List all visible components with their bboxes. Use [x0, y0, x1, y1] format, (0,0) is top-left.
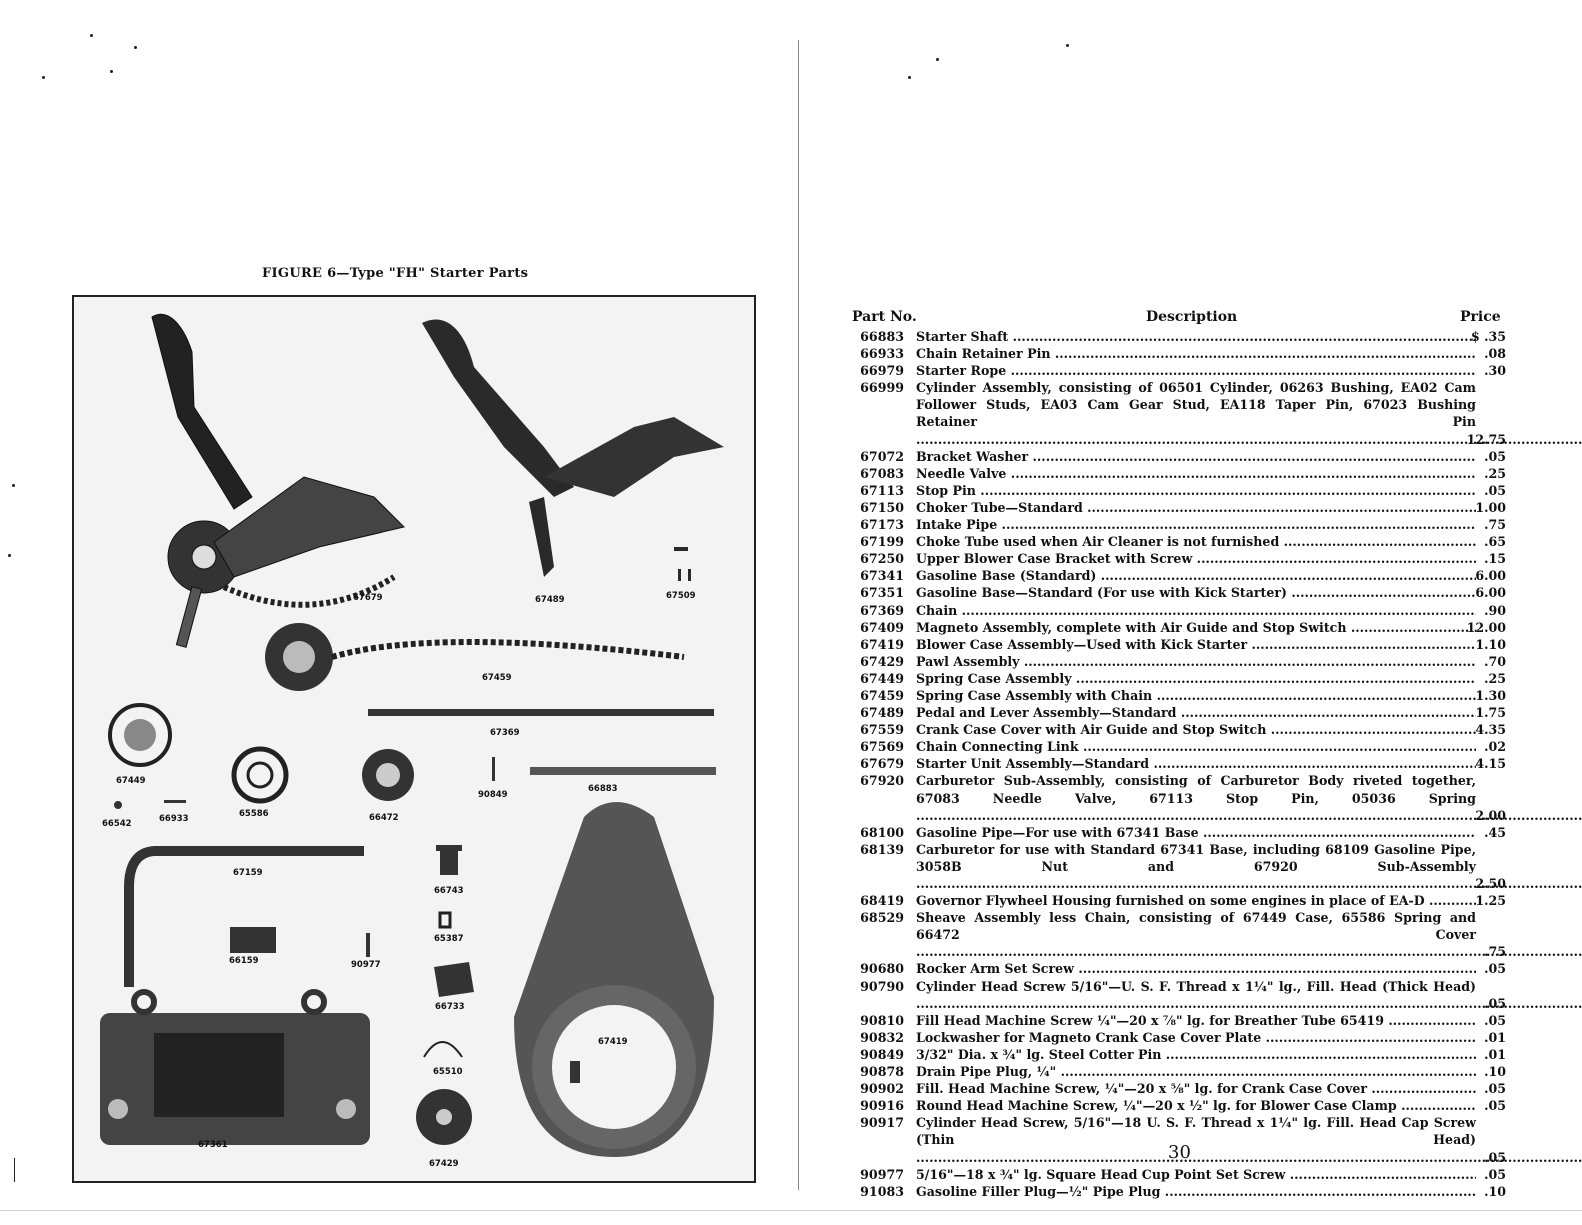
part-number: 67489 — [860, 705, 904, 721]
part-description — [916, 345, 1476, 362]
pedal-lever-drawing — [422, 320, 724, 581]
description-text: Chain ..... — [916, 602, 1476, 619]
part-price: .30 — [1484, 363, 1506, 379]
page-number: 30 — [1168, 1142, 1191, 1163]
table-row — [852, 738, 1512, 755]
table-row — [852, 345, 1512, 362]
part-label: 66733 — [435, 1002, 465, 1012]
table-row — [852, 379, 1512, 447]
description-text: Blower Case Assembly—Used with Kick Starter ..... — [916, 636, 1476, 653]
description-text: Sheave Assembly less Chain, consisting of 67449 Case, 65586 Spring and 66472 Cover ..... — [916, 909, 1476, 960]
description-text: Gasoline Pipe—For use with 67341 Base ..... — [916, 824, 1476, 841]
table-row — [852, 1046, 1512, 1063]
table-row — [852, 670, 1512, 687]
part-number: 67351 — [860, 585, 904, 601]
part-number: 90916 — [860, 1098, 904, 1114]
part-description — [916, 1012, 1476, 1029]
description-text: Carburetor Sub-Assembly, consisting of Carburetor Body riveted together, 67083 Needle Valve, 67113 Stop Pin, 05036 Spring ..... — [916, 772, 1476, 823]
part-number: 90878 — [860, 1064, 904, 1080]
part-price: 1.25 — [1475, 893, 1506, 909]
table-row — [852, 1063, 1512, 1080]
part-price: 1.00 — [1475, 499, 1506, 515]
part-label: 67449 — [116, 776, 146, 786]
description-text: Cylinder Head Screw, 5/16"—18 U. S. F. Thread x 1¼" lg. Fill. Head Cap Screw (Thin Head) ..... — [916, 1114, 1476, 1165]
part-price: .05 — [1484, 1081, 1506, 1097]
part-number: 67341 — [860, 568, 904, 584]
part-price: .05 — [1484, 1098, 1506, 1114]
table-row — [852, 824, 1512, 841]
scan-speck — [90, 34, 93, 37]
part-price: 6.00 — [1475, 568, 1506, 584]
table-row — [852, 499, 1512, 516]
part-number: 68100 — [860, 824, 904, 840]
part-price: .05 — [1484, 1149, 1506, 1165]
part-label: 90849 — [478, 790, 508, 800]
scan-edge — [0, 1210, 1582, 1211]
scan-speck — [8, 554, 11, 557]
part-number: 90680 — [860, 961, 904, 977]
part-description — [916, 516, 1476, 533]
part-description — [916, 704, 1476, 721]
table-row — [852, 1012, 1512, 1029]
part-number: 67072 — [860, 448, 904, 464]
part-price: .08 — [1484, 346, 1506, 362]
part-description — [916, 584, 1476, 601]
part-number: 67199 — [860, 534, 904, 550]
part-number: 68529 — [860, 910, 904, 926]
description-text: Starter Shaft ..... — [916, 328, 1476, 345]
part-description — [916, 738, 1476, 755]
table-row — [852, 619, 1512, 636]
part-price: 12.75 — [1466, 431, 1506, 447]
description-text: Pawl Assembly ..... — [916, 653, 1476, 670]
part-label: 66933 — [159, 814, 189, 824]
description-text: Needle Valve ..... — [916, 465, 1476, 482]
table-row — [852, 653, 1512, 670]
description-text: Starter Unit Assembly—Standard ..... — [916, 755, 1476, 772]
part-price: .10 — [1484, 1183, 1506, 1199]
part-price: 1.30 — [1475, 687, 1506, 703]
part-number: 90977 — [860, 1166, 904, 1182]
table-row — [852, 772, 1512, 823]
part-number: 90810 — [860, 1012, 904, 1028]
part-description — [916, 1114, 1476, 1165]
part-description — [916, 653, 1476, 670]
spring-case-chain-drawing — [265, 623, 714, 716]
table-row — [852, 1080, 1512, 1097]
part-price: .75 — [1484, 944, 1506, 960]
part-number: 67173 — [860, 517, 904, 533]
part-description — [916, 755, 1476, 772]
part-description — [916, 687, 1476, 704]
table-row — [852, 482, 1512, 499]
part-number: 90849 — [860, 1046, 904, 1062]
scan-speck — [12, 484, 15, 487]
crank-case-cover-drawing — [100, 992, 370, 1145]
part-description — [916, 533, 1476, 550]
part-number: 90917 — [860, 1115, 904, 1131]
part-description — [916, 465, 1476, 482]
part-number: 66933 — [860, 346, 904, 362]
description-text: Gasoline Base (Standard) ..... — [916, 567, 1476, 584]
part-number: 67250 — [860, 551, 904, 567]
description-text: Stop Pin ..... — [916, 482, 1476, 499]
part-label: 67429 — [429, 1159, 459, 1169]
table-row — [852, 909, 1512, 960]
part-label: 66472 — [369, 813, 399, 823]
table-row — [852, 465, 1512, 482]
part-price: .01 — [1484, 1029, 1506, 1045]
table-row — [852, 704, 1512, 721]
part-number: 67679 — [860, 756, 904, 772]
part-price: 2.00 — [1475, 807, 1506, 823]
part-description — [916, 328, 1476, 345]
part-price: .05 — [1484, 961, 1506, 977]
part-label: 67419 — [598, 1037, 628, 1047]
part-price: 4.15 — [1475, 756, 1506, 772]
part-number: 67150 — [860, 499, 904, 515]
part-price: .01 — [1484, 1046, 1506, 1062]
description-text: Carburetor for use with Standard 67341 Base, including 68109 Gasoline Pipe, 3058B Nut and 67920 Sub-Assembly ..... — [916, 841, 1476, 892]
part-price: $ .35 — [1470, 329, 1506, 344]
scan-speck — [134, 46, 137, 49]
part-number: 67419 — [860, 636, 904, 652]
table-row — [852, 721, 1512, 738]
part-description — [916, 550, 1476, 567]
table-row — [852, 1097, 1512, 1114]
table-row — [852, 687, 1512, 704]
part-price: .10 — [1484, 1064, 1506, 1080]
table-row — [852, 516, 1512, 533]
part-description — [916, 482, 1476, 499]
description-text: Chain Retainer Pin ..... — [916, 345, 1476, 362]
part-number: 68419 — [860, 893, 904, 909]
description-text: Upper Blower Case Bracket with Screw ..... — [916, 550, 1476, 567]
description-text: Gasoline Filler Plug—½" Pipe Plug ..... — [916, 1183, 1476, 1200]
part-number: 66883 — [860, 329, 904, 344]
parts-photo — [72, 295, 756, 1183]
part-description — [916, 499, 1476, 516]
table-row — [852, 960, 1512, 977]
description-text: Crank Case Cover with Air Guide and Stop Switch ..... — [916, 721, 1476, 738]
part-description — [916, 1029, 1476, 1046]
part-number: 90902 — [860, 1081, 904, 1097]
description-text: 3/32" Dia. x ¾" lg. Steel Cotter Pin ..... — [916, 1046, 1476, 1063]
part-number: 90790 — [860, 978, 904, 994]
part-description — [916, 362, 1476, 379]
part-number: 67113 — [860, 482, 904, 498]
part-description — [916, 1166, 1476, 1183]
header-part-no: Part No. — [852, 309, 917, 325]
description-text: Choke Tube used when Air Cleaner is not furnished ..... — [916, 533, 1476, 550]
part-price: .90 — [1484, 602, 1506, 618]
part-label: 66159 — [229, 956, 259, 966]
parts-illustration — [74, 297, 758, 1185]
table-row — [852, 755, 1512, 772]
parts-price-table — [852, 309, 1512, 1200]
description-text: Pedal and Lever Assembly—Standard ..... — [916, 704, 1476, 721]
part-price: .05 — [1484, 482, 1506, 498]
description-text: Choker Tube—Standard ..... — [916, 499, 1476, 516]
scan-speck — [908, 76, 911, 79]
part-description — [916, 841, 1476, 892]
part-description — [916, 772, 1476, 823]
part-price: 4.35 — [1475, 722, 1506, 738]
table-body — [852, 328, 1512, 1200]
figure-title: FIGURE 6—Type "FH" Starter Parts — [262, 266, 529, 281]
part-description — [916, 670, 1476, 687]
table-row — [852, 448, 1512, 465]
table-row — [852, 1029, 1512, 1046]
description-text: Round Head Machine Screw, ¼"—20 x ½" lg. for Blower Case Clamp ..... — [916, 1097, 1476, 1114]
description-text: Fill Head Machine Screw ¼"—20 x ⅞" lg. for Breather Tube 65419 ..... — [916, 1012, 1476, 1029]
part-price: .70 — [1484, 653, 1506, 669]
table-row — [852, 362, 1512, 379]
table-row — [852, 550, 1512, 567]
part-description — [916, 602, 1476, 619]
header-description: Description — [1146, 309, 1238, 325]
scan-speck — [936, 58, 939, 61]
scan-speck — [110, 70, 113, 73]
part-description — [916, 909, 1476, 960]
description-text: Gasoline Base—Standard (For use with Kick Starter) ..... — [916, 584, 1476, 601]
part-price: 12.00 — [1466, 619, 1506, 635]
part-description — [916, 1183, 1476, 1200]
part-label: 65387 — [434, 934, 464, 944]
part-price: 1.10 — [1475, 636, 1506, 652]
table-row — [852, 567, 1512, 584]
table-row — [852, 841, 1512, 892]
part-price: .05 — [1484, 1166, 1506, 1182]
part-number: 90832 — [860, 1029, 904, 1045]
blower-case-drawing — [514, 802, 714, 1157]
table-row — [852, 978, 1512, 1012]
description-text: Bracket Washer ..... — [916, 448, 1476, 465]
scan-mark — [14, 1158, 15, 1182]
part-label: 65586 — [239, 809, 269, 819]
part-description — [916, 960, 1476, 977]
table-row — [852, 1166, 1512, 1183]
part-number: 67083 — [860, 465, 904, 481]
part-price: .25 — [1484, 670, 1506, 686]
part-number: 67369 — [860, 602, 904, 618]
part-price: .65 — [1484, 534, 1506, 550]
part-description — [916, 379, 1476, 447]
description-text: Cylinder Assembly, consisting of 06501 Cylinder, 06263 Bushing, EA02 Cam Follower Studs, EA03 Cam Gear Stud, EA118 Taper Pin, 67023 Bushing Retainer Pin ..... — [916, 379, 1476, 447]
part-number: 66999 — [860, 380, 904, 396]
part-number: 66979 — [860, 363, 904, 379]
part-price: .02 — [1484, 739, 1506, 755]
description-text: Starter Rope ..... — [916, 362, 1476, 379]
part-label: 67489 — [535, 595, 565, 605]
part-label: 67509 — [666, 591, 696, 601]
part-number: 67459 — [860, 687, 904, 703]
part-label: 67459 — [482, 673, 512, 683]
part-description — [916, 892, 1476, 909]
scan-speck — [1066, 44, 1069, 47]
part-label: 66883 — [588, 784, 618, 794]
part-price: 2.50 — [1475, 876, 1506, 891]
header-price: Price — [1460, 309, 1501, 325]
part-label: 67369 — [490, 728, 520, 738]
part-number: 91083 — [860, 1183, 904, 1199]
page-fold — [798, 40, 799, 1190]
part-description — [916, 824, 1476, 841]
table-row — [852, 328, 1512, 345]
description-text: Chain Connecting Link ..... — [916, 738, 1476, 755]
part-label: 67159 — [233, 868, 263, 878]
scan-speck — [42, 76, 45, 79]
part-price: .05 — [1484, 448, 1506, 464]
part-price: 6.00 — [1475, 585, 1506, 601]
description-text: Cylinder Head Screw 5/16"—U. S. F. Thread x 1¼" lg., Fill. Head (Thick Head) ..... — [916, 978, 1476, 1012]
part-description — [916, 1080, 1476, 1097]
description-text: Governor Flywheel Housing furnished on some engines in place of EA-D ..... — [916, 892, 1476, 909]
table-row — [852, 533, 1512, 550]
table-row — [852, 1183, 1512, 1200]
description-text: Lockwasher for Magneto Crank Case Cover Plate ..... — [916, 1029, 1476, 1046]
part-label: 90977 — [351, 960, 381, 970]
part-price: .25 — [1484, 465, 1506, 481]
part-price: .05 — [1484, 995, 1506, 1011]
part-label: 66743 — [434, 886, 464, 896]
part-description — [916, 619, 1476, 636]
description-text: Spring Case Assembly with Chain ..... — [916, 687, 1476, 704]
part-number: 67409 — [860, 619, 904, 635]
part-label: 67679 — [353, 593, 383, 603]
part-description — [916, 721, 1476, 738]
part-number: 67569 — [860, 739, 904, 755]
part-price: .75 — [1484, 517, 1506, 533]
part-price: .05 — [1484, 1012, 1506, 1028]
table-row — [852, 584, 1512, 601]
part-number: 67429 — [860, 653, 904, 669]
part-price: .45 — [1484, 824, 1506, 840]
table-header — [852, 309, 1512, 328]
description-text: Magneto Assembly, complete with Air Guide and Stop Switch ..... — [916, 619, 1476, 636]
description-text: Fill. Head Machine Screw, ¼"—20 x ⅝" lg. for Crank Case Cover ..... — [916, 1080, 1476, 1097]
part-description — [916, 1046, 1476, 1063]
part-number: 67920 — [860, 773, 904, 789]
table-row — [852, 602, 1512, 619]
description-text: Drain Pipe Plug, ¼" ..... — [916, 1063, 1476, 1080]
part-number: 67449 — [860, 670, 904, 686]
description-text: Rocker Arm Set Screw ..... — [916, 960, 1476, 977]
part-label: 66542 — [102, 819, 132, 829]
part-number: 68139 — [860, 841, 904, 857]
part-description — [916, 1063, 1476, 1080]
part-description — [916, 448, 1476, 465]
description-text: Spring Case Assembly ..... — [916, 670, 1476, 687]
part-description — [916, 978, 1476, 1012]
table-row — [852, 892, 1512, 909]
description-text: Intake Pipe ..... — [916, 516, 1476, 533]
part-number: 67559 — [860, 722, 904, 738]
part-description — [916, 567, 1476, 584]
part-description — [916, 636, 1476, 653]
part-price: 1.75 — [1475, 705, 1506, 721]
part-label: 67361 — [198, 1140, 228, 1150]
small-parts-drawing — [110, 705, 716, 809]
part-description — [916, 1097, 1476, 1114]
description-text: 5/16"—18 x ¾" lg. Square Head Cup Point Set Screw ..... — [916, 1166, 1476, 1183]
part-label: 65510 — [433, 1067, 463, 1077]
table-row — [852, 636, 1512, 653]
part-price: .15 — [1484, 551, 1506, 567]
